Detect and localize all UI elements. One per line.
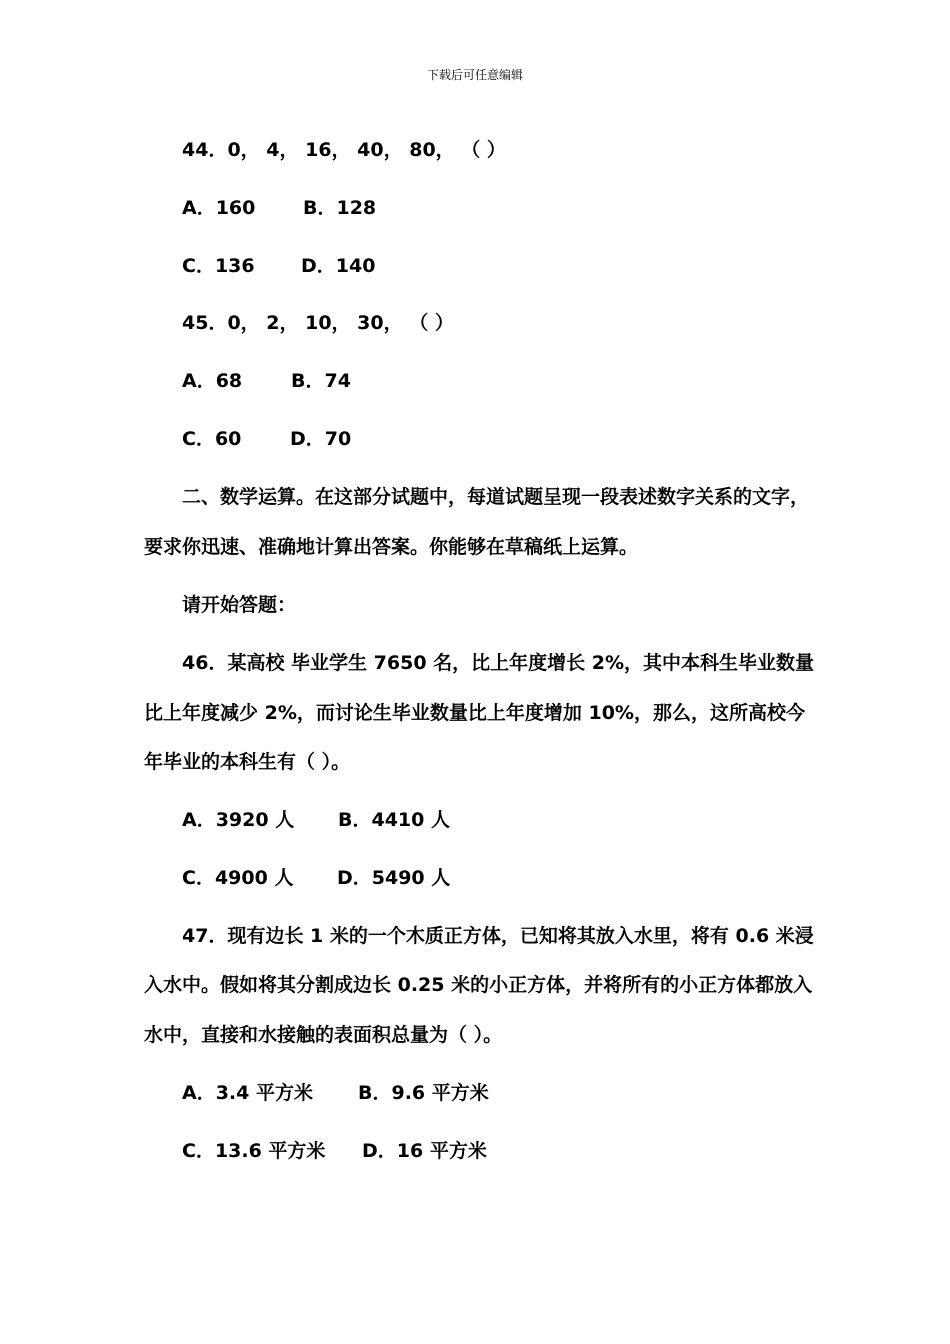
question-45: 45．0， 2， 10， 30， （ ） <box>182 312 454 334</box>
q45-option-b: B．74 <box>291 370 351 392</box>
section-2-start: 请开始答题： <box>182 594 297 616</box>
q47-option-d: D．16 平方米 <box>362 1140 487 1162</box>
q47-option-c: C．13.6 平方米 <box>182 1140 326 1162</box>
section-2-intro-line2: 要求你迅速、准确地计算出答案。你能够在草稿纸上运算。 <box>144 536 639 558</box>
question-47-line1: 47．现有边长 1 米的一个木质正方体，已知将其放入水里，将有 0.6 米浸 <box>182 925 814 947</box>
q44-option-c: C．136 <box>182 255 255 277</box>
q44-option-b: B．128 <box>303 197 377 219</box>
q46-option-c: C．4900 人 <box>182 867 294 889</box>
question-47-line3: 水中，直接和水接触的表面积总量为（ ）。 <box>144 1024 503 1046</box>
q46-option-a: A．3920 人 <box>182 809 295 831</box>
q47-option-a: A．3.4 平方米 <box>182 1082 313 1104</box>
page-header: 下载后可任意编辑 <box>426 68 523 82</box>
q45-option-d: D．70 <box>290 428 352 450</box>
q46-option-b: B．4410 人 <box>338 809 450 831</box>
q45-option-a: A．68 <box>182 370 243 392</box>
question-46-line2: 比上年度减少 2%，而讨论生毕业数量比上年度增加 10%，那么，这所高校今 <box>144 702 805 724</box>
q46-option-d: D．5490 人 <box>337 867 451 889</box>
question-44: 44．0， 4， 16， 40， 80， （ ） <box>182 139 506 161</box>
q44-option-d: D．140 <box>301 255 376 277</box>
q45-option-c: C．60 <box>182 428 242 450</box>
question-46-line3: 年毕业的本科生有（ ）。 <box>144 751 351 773</box>
question-47-line2: 入水中。假如将其分割成边长 0.25 米的小正方体，并将所有的小正方体都放入 <box>144 974 813 996</box>
section-2-intro-line1: 二、数学运算。在这部分试题中，每道试题呈现一段表述数字关系的文字， <box>182 486 810 508</box>
question-46-line1: 46．某高校 毕业学生 7650 名，比上年度增长 2%，其中本科生毕业数量 <box>182 652 815 674</box>
q44-option-a: A．160 <box>182 197 256 219</box>
q47-option-b: B．9.6 平方米 <box>358 1082 489 1104</box>
